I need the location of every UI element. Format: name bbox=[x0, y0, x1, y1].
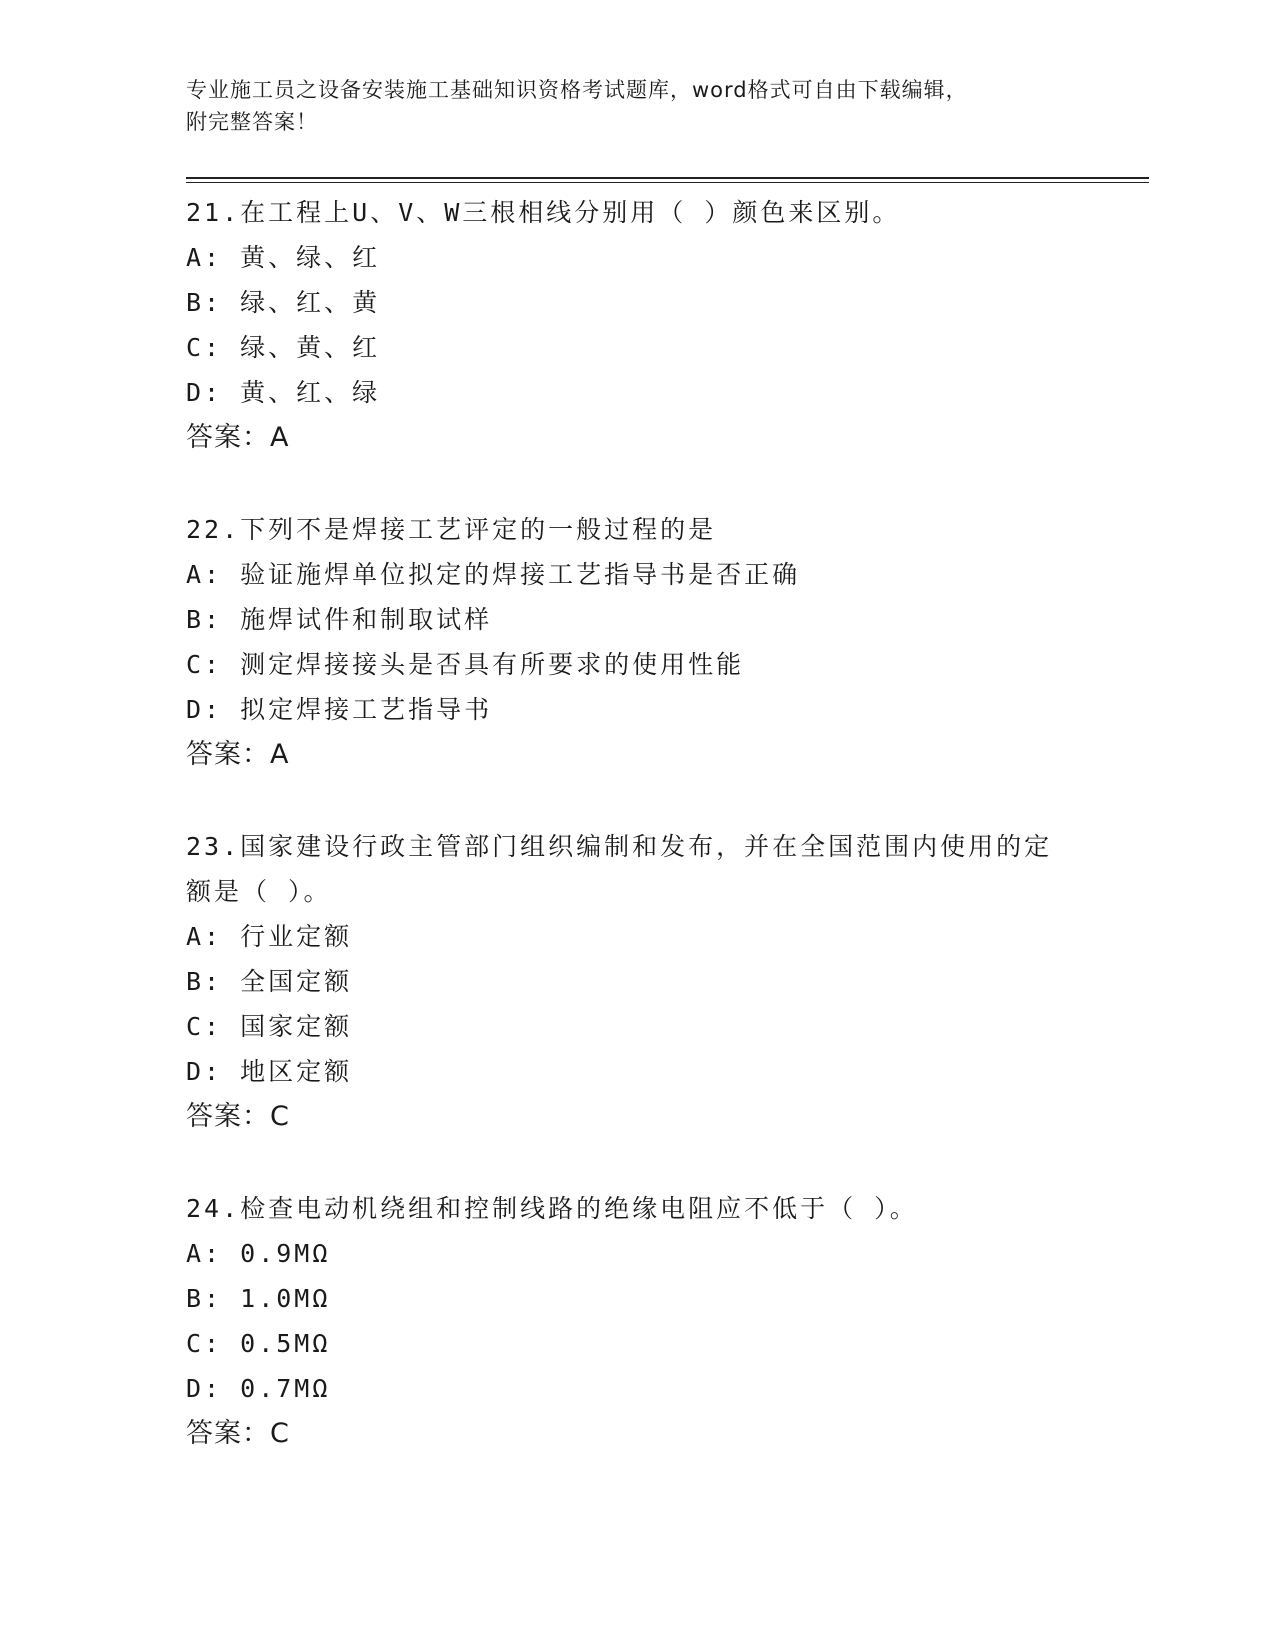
question-23 bbox=[186, 824, 1086, 1139]
option-c: C: 国家定额 bbox=[186, 1012, 353, 1041]
option-b: B: 绿、红、黄 bbox=[186, 288, 381, 317]
option-c: C: 0.5MΩ bbox=[186, 1329, 331, 1358]
answer: 答案：C bbox=[186, 1101, 290, 1132]
option-a: A: 验证施焊单位拟定的焊接工艺指导书是否正确 bbox=[186, 560, 801, 589]
question-stem: 24.检查电动机绕组和控制线路的绝缘电阻应不低于（ ）。 bbox=[186, 1194, 918, 1223]
question-stem-line-2: 额是（ ）。 bbox=[186, 877, 332, 906]
question-stem: 21.在工程上U、V、W三根相线分别用（ ）颜色来区别。 bbox=[186, 198, 901, 227]
option-d: D: 0.7MΩ bbox=[186, 1374, 331, 1403]
option-d: D: 黄、红、绿 bbox=[186, 378, 381, 407]
option-b: B: 1.0MΩ bbox=[186, 1284, 331, 1313]
option-b: B: 施焊试件和制取试样 bbox=[186, 605, 493, 634]
option-c: C: 绿、黄、红 bbox=[186, 333, 381, 362]
header-divider-thick bbox=[186, 177, 1149, 179]
question-stem-line-1: 23.国家建设行政主管部门组织编制和发布，并在全国范围内使用的定 bbox=[186, 832, 1053, 861]
header-divider-thin bbox=[186, 182, 1149, 183]
answer: 答案：A bbox=[186, 739, 290, 770]
option-a: A: 0.9MΩ bbox=[186, 1239, 331, 1268]
question-24 bbox=[186, 1186, 1086, 1456]
document-header bbox=[186, 74, 1066, 138]
option-d: D: 拟定焊接工艺指导书 bbox=[186, 695, 493, 724]
answer: 答案：A bbox=[186, 422, 290, 453]
question-21 bbox=[186, 190, 1086, 460]
answer: 答案：C bbox=[186, 1418, 290, 1449]
option-a: A: 行业定额 bbox=[186, 922, 353, 951]
option-a: A: 黄、绿、红 bbox=[186, 243, 381, 272]
header-title-line-2: 附完整答案！ bbox=[186, 110, 318, 134]
header-title-line-1: 专业施工员之设备安装施工基础知识资格考试题库，word格式可自由下载编辑， bbox=[186, 78, 968, 102]
option-d: D: 地区定额 bbox=[186, 1057, 353, 1086]
question-stem: 22.下列不是焊接工艺评定的一般过程的是 bbox=[186, 515, 717, 544]
question-22 bbox=[186, 507, 1086, 777]
option-c: C: 测定焊接接头是否具有所要求的使用性能 bbox=[186, 650, 745, 679]
option-b: B: 全国定额 bbox=[186, 967, 353, 996]
